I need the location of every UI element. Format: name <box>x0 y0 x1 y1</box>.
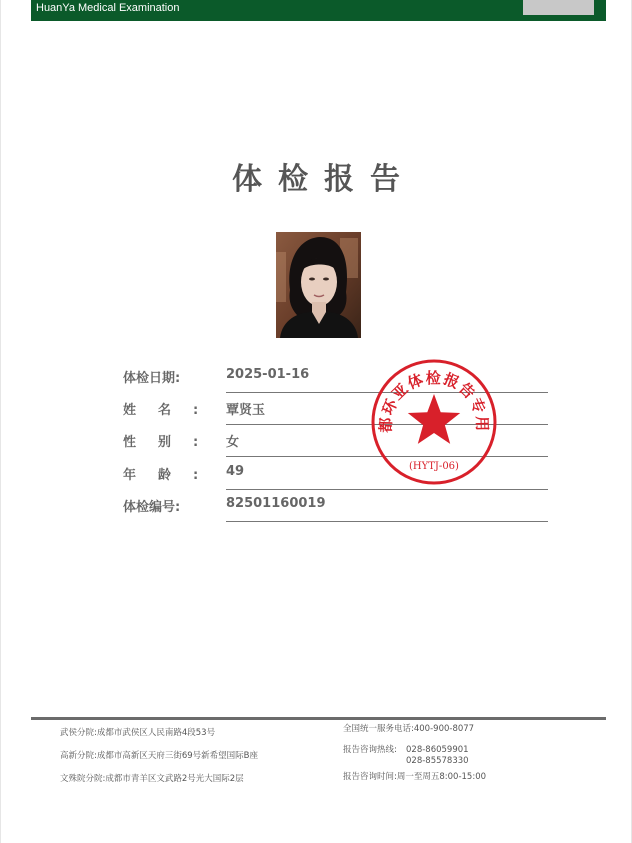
footer-report-hours: 报告咨询时间:周一至周五8:00-15:00 <box>343 772 487 782</box>
seal-code: (HYTJ-06) <box>409 461 459 472</box>
gender-label: 性别: <box>123 435 221 450</box>
exam-number-label: 体检编号: <box>123 500 181 515</box>
header-bar <box>31 0 606 21</box>
age-value: 49 <box>226 464 245 479</box>
header-gray-box <box>523 0 594 15</box>
footer-branch-gaoxin: 高新分院:成都市高新区天府三街69号新希望国际B座 <box>60 751 259 761</box>
page-border-left <box>0 0 1 843</box>
seal-star-icon <box>408 394 460 444</box>
patient-photo <box>276 232 361 338</box>
footer-report-hotline-2: 028-85578330 <box>406 756 469 766</box>
footer-report-hotline-1: 028-86059901 <box>406 745 469 755</box>
footer-branch-wuhou: 武侯分院:成都市武侯区人民南路4段53号 <box>60 728 216 738</box>
footer-rule <box>31 717 606 720</box>
gender-value: 女 <box>226 435 240 450</box>
name-label: 姓名: <box>123 403 221 418</box>
footer-branch-wenshuyuan: 文殊院分院:成都市青羊区文武路2号光大国际2层 <box>60 774 244 784</box>
exam-date-label: 体检日期: <box>123 371 181 386</box>
official-seal <box>369 357 499 487</box>
exam-number-underline <box>226 521 548 522</box>
photo-image <box>276 232 361 338</box>
footer-service-hotline: 全国统一服务电话:400-900-8077 <box>343 724 475 734</box>
seal-arc-text: 都环亚体检报告专用 <box>376 368 492 433</box>
name-value: 覃贤玉 <box>226 403 266 418</box>
document-title: 体检报告 <box>232 162 416 197</box>
footer-report-hotline-label: 报告咨询热线: <box>343 745 397 755</box>
age-label: 年龄: <box>123 468 221 483</box>
seal-graphic <box>369 357 499 487</box>
header-title: HuanYa Medical Examination <box>36 2 180 14</box>
exam-number-value: 82501160019 <box>226 496 326 511</box>
info-row-exam-number <box>123 489 548 522</box>
exam-date-value: 2025-01-16 <box>226 367 310 382</box>
